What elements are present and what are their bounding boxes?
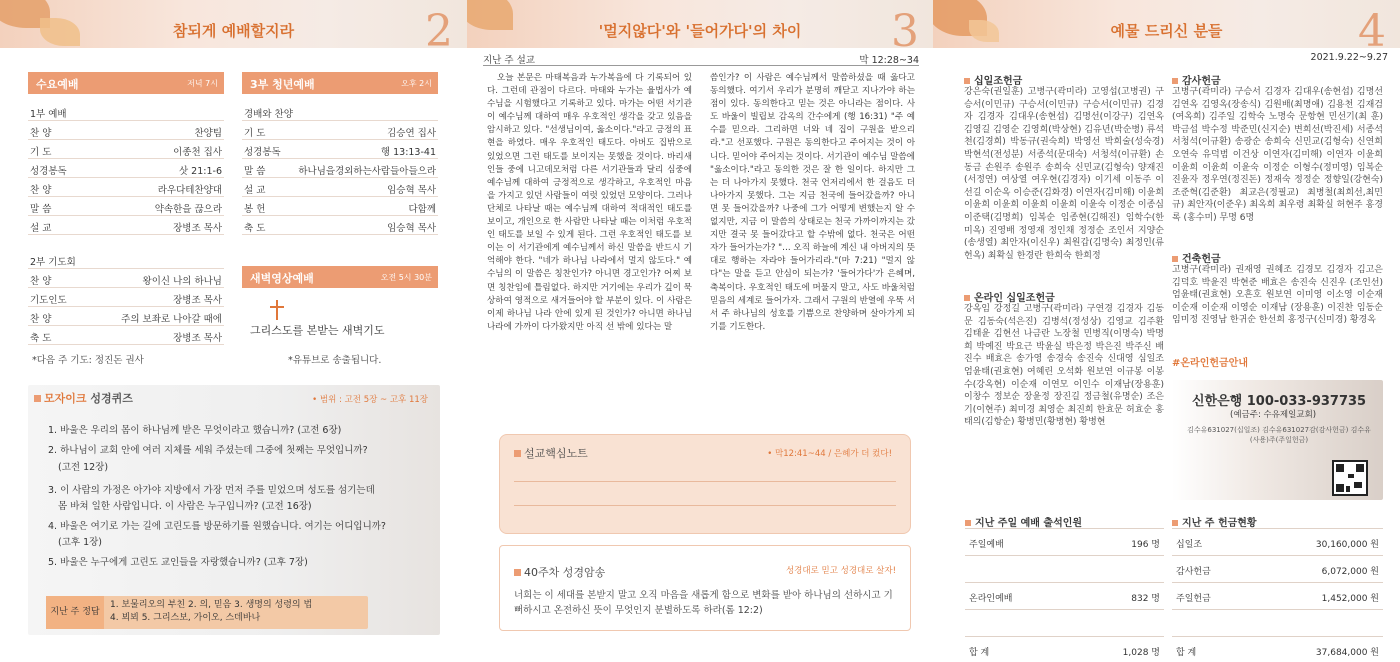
row-value: 1,028 명 (1122, 648, 1160, 658)
row-label: 봉 헌 (244, 204, 266, 215)
answer-line: 1. 보물리오의 부친 2. 의, 믿음 3. 생명의 성령의 법 (110, 600, 313, 610)
row-label: 찬 양 (30, 276, 52, 287)
attendance-title: 지난 주일 예배 출석인원 (975, 518, 1083, 529)
table-row (28, 216, 224, 235)
bank-info-box (1172, 380, 1383, 500)
quiz-line: 3. 이 사람의 가정은 아가야 지방에서 가장 먼저 주를 믿었으며 성도를 섬기는데 (48, 485, 375, 496)
bank-holder: (예금주: 수유제일교회) (1230, 410, 1317, 420)
bank-notes: 김수유631027(십일조) 김수유631027감(감사헌금) 김수유(사용)주(주일헌금) (1187, 426, 1371, 444)
row-value: 장병조 목사 (173, 295, 222, 306)
table-row (28, 102, 224, 121)
wednesday-part1-table (28, 102, 224, 235)
row-label: 주일헌금 (1176, 594, 1211, 604)
building-title: 건축헌금 (1182, 254, 1221, 265)
square-icon (964, 78, 970, 84)
table-row (28, 307, 224, 326)
table-row (28, 178, 224, 197)
prayer-note: *다음 주 기도: 정진돈 권사 (32, 355, 144, 366)
sermon-label: 지난 주 설교 (483, 55, 535, 66)
notes-title-text: 설교핵심노트 (524, 447, 588, 460)
memory-title-text: 40주차 성경암송 (524, 566, 606, 579)
logo-text: 그리스도를 본받는 새벽기도 (250, 324, 385, 337)
page-3 (467, 0, 933, 662)
bible-quiz-box (28, 385, 440, 635)
row-value: 왕이신 나의 하나님 (142, 276, 222, 287)
bank-account: 신한은행 100-033-937735 (1192, 394, 1367, 409)
square-icon (964, 295, 970, 301)
row-value: 하나님을경외하는사람들아들으라 (298, 166, 436, 177)
row-value: 832 명 (1131, 594, 1160, 604)
tithe-names: 강은숙(권일훈) 고병구(곽미라) 고영섭(고병권) 구승서(이민규) 구승서(이민규) 구승서(이민규) 김경자 김경자 김대우(송현섭) 김명선(이강구) 김연옥 김영길 김영순 김영희(박상현) 김유년(박순병) 류석천(김경희) 박동규(권숙희) 박영선 박희술(성숙경) 박현석(전성분) 서종석(문대숙) 서청석(이규환) 손동금 손원주 송원주 송희숙 신민교(김형숙) 양재진(서정연) 여상열 여우현(김경자) 이기세 이동주 이선길 이순옥 이승준(김화경) 이연자(김미해) 이윤희 이윤희 이윤희 이윤희 이윤희 이윤숙 이정순 이종심 이준택(김명희) 임복순 임종현(김해진) 임학수(한미옥) 진영배 정영재 정인채 정정순 조인서 지양순(송생열) 최안자(이신우) 최원갑(김명숙) 최정인(류헌옥) 최확실 한경란 한희숙 한희정 (964, 87, 1164, 261)
quiz-line: 5. 바울은 누구에게 고린도 교인들을 자랑했습니까? (고후 7장) (48, 557, 308, 568)
dawn-service-header (242, 266, 438, 288)
section-time: 오전 5시 30분 (380, 273, 432, 282)
section-title: 새벽영상예배 (250, 272, 314, 285)
note-line (514, 505, 896, 506)
notes-title (514, 445, 588, 461)
row-value: 라우다테찬양대 (157, 185, 222, 196)
page-title: 예물 드리신 분들 (1110, 22, 1223, 40)
page-header (0, 0, 467, 48)
table-row (242, 216, 438, 235)
qr-code-icon (1332, 460, 1368, 496)
online-tithe-names: 강옥임 강정길 고병구(곽미라) 구연경 김경자 김동문 김동숙(석은진) 김병석(정성상) 김영교 김주환 김태윤 김현선 나금란 노장철 민병직(이명숙) 박명희 박예진 박요근 박윤실 박은정 박은진 박주신 배진수 배효은 송가영 송경숙 송진숙 신대영 심일조 엄윤태(권효현) 여혜린 오석화 원보연 이규봉 이봉수(강옥현) 이순재 이연모 이인수 이재남(장용훈) 이창수 정보순 장윤정 장진길 정금철(유명순) 조은기(이현주) 최미경 최영순 최진희 한효문 허효순 홍태의(김항순) 황병민(황병현) 황병현 (964, 304, 1164, 428)
row-value: 김승연 집사 (387, 128, 436, 139)
table-row (1172, 610, 1383, 637)
row-label: 성경봉독 (30, 166, 67, 177)
table-row (242, 178, 438, 197)
square-icon (514, 450, 521, 457)
row-label: 주일예배 (969, 540, 1004, 550)
note-line (514, 481, 896, 482)
row-value: 찬양팀 (194, 128, 222, 139)
quiz-range: • 범위 : 고전 5장 ~ 고후 11장 (312, 395, 428, 405)
table-row (28, 269, 224, 288)
table-row (242, 102, 438, 121)
row-label: 말 씀 (30, 204, 52, 215)
last-week-answer (46, 596, 368, 629)
memory-verse-box (499, 545, 911, 631)
row-label: 온라인예배 (969, 594, 1013, 604)
row-label: 말 씀 (244, 166, 266, 177)
thanks-names: 고병구(곽미라) 구승서 김경자 김대우(송현섭) 김명선 김연옥 김영옥(장송식) 김원배(최명애) 김용천 김재검(여옥희) 김주일 김학숙 노명숙 문항현 민선기(최 훈) 박금섭 박수정 박준민(신지순) 변희선(박진세) 서종석 서청석(이규환) 송광순 송희숙 신민교(김형숙) 신연희 오연숙 유덕범 이건상 이연자(김미해) 이연자 이윤희 이윤희 이윤희 이윤숙 이정순 이형수(정미영) 임복순 진윤자 정우연(정진돈) 정재숙 정정순 정향일(강현숙) 조준혁(김준환) 최교은(정필교) 최병철(최희선,최민규) 최안자(이준우) 최옥희 최우령 최확실 허현주 홍경록 (홍수미) 무명 6명 (1172, 87, 1383, 223)
row-value: 196 명 (1131, 540, 1160, 550)
offering-table (1172, 528, 1383, 662)
offering-title: 지난 주 헌금현황 (1182, 518, 1257, 529)
row-label: 합 계 (1176, 648, 1197, 658)
row-value: 이종천 집사 (173, 147, 222, 158)
section-title: 수요예배 (36, 78, 79, 91)
table-row (242, 197, 438, 216)
row-value: 37,684,000 원 (1315, 648, 1379, 658)
row-label: 기도인도 (30, 295, 67, 306)
quiz-title-prefix: 모자이크 (44, 392, 87, 405)
row-label: 기 도 (30, 147, 52, 158)
table-row (242, 140, 438, 159)
row-label: 찬 양 (30, 314, 52, 325)
row-value: 임승혁 목사 (387, 185, 436, 196)
row-label: 경배와 찬양 (244, 109, 293, 120)
table-row (1172, 637, 1383, 662)
table-row (28, 326, 224, 345)
offering-heading (1172, 514, 1257, 529)
row-label: 설 교 (30, 223, 52, 234)
quiz-line: (고후 1장) (58, 537, 103, 548)
wednesday-part2-table (28, 250, 224, 345)
youtube-note: *유튜브로 송출됩니다. (288, 355, 382, 366)
table-row (965, 556, 1164, 583)
section-time: 오후 2시 (401, 79, 432, 88)
dawn-logo (250, 300, 440, 340)
page-4 (933, 0, 1400, 662)
part-title: 2부 기도회 (30, 257, 76, 268)
square-icon (1172, 520, 1178, 526)
row-value: 장병조 목사 (173, 223, 222, 234)
table-row (28, 288, 224, 307)
section-title: 3부 청년예배 (250, 78, 315, 91)
quiz-title (34, 390, 133, 406)
memory-verse-text: 너희는 이 세대를 본받지 말고 오직 마음을 새롭게 함으로 변화를 받아 하나님의 선하시고 기뻐하시고 온전하신 뜻이 무엇인지 분별하도록 하라(롬 12:2) (514, 590, 893, 616)
youth-service-table (242, 102, 438, 235)
square-icon (1172, 78, 1178, 84)
online-offering-guide: #온라인헌금안내 (1172, 358, 1248, 369)
sermon-reference: 막 12:28~34 (859, 55, 919, 66)
row-label: 축 도 (30, 333, 52, 344)
memory-title (514, 564, 605, 580)
quiz-line: 1. 바울은 우리의 몸이 하나님께 받은 무엇이라고 했습니까? (고전 6장) (48, 425, 342, 436)
date-range: 2021.9.22~9.27 (1310, 52, 1388, 63)
tithe-heading (964, 72, 1022, 87)
page-header (467, 0, 933, 48)
memory-tagline: 성경대로 믿고 성경대로 살자! (785, 566, 896, 576)
sermon-header (483, 52, 919, 66)
table-row (28, 121, 224, 140)
row-label: 감사헌금 (1176, 567, 1211, 577)
row-label: 찬 양 (30, 185, 52, 196)
part-title: 1부 예배 (30, 109, 67, 120)
table-row (1172, 556, 1383, 583)
row-value: 삿 21:1-6 (178, 166, 222, 177)
table-row (965, 583, 1164, 610)
square-icon (34, 395, 41, 402)
quiz-line: 2. 하나님이 교회 안에 여러 지체를 세워 주셨는데 그중에 첫째는 무엇입니까? (48, 445, 368, 456)
notes-range: • 막12:41~44 / 은혜가 더 컸다! (767, 449, 892, 459)
table-row (28, 250, 224, 269)
sermon-notes-box (499, 434, 911, 534)
table-row (28, 197, 224, 216)
youth-service-header (242, 72, 438, 94)
row-value: 약속한을 끊으라 (154, 204, 222, 215)
row-label: 찬 양 (30, 128, 52, 139)
table-row (1172, 583, 1383, 610)
section-time: 저녁 7시 (187, 79, 218, 88)
online-tithe-heading (964, 289, 1055, 304)
row-label: 설 교 (244, 185, 266, 196)
wednesday-service-header (28, 72, 224, 94)
page-number: 3 (891, 6, 919, 48)
page-title: '멀지않다'와 '들어가다'의 차이 (598, 22, 802, 40)
quiz-line: 4. 바울은 여기로 가는 길에 고린도를 방문하기를 원했습니다. 여기는 어디입니까? (48, 521, 386, 532)
thanks-title: 감사헌금 (1182, 76, 1221, 87)
answer-text (110, 599, 312, 625)
row-value: 1,452,000 원 (1321, 594, 1379, 604)
row-value: 다함께 (408, 204, 436, 215)
quiz-line: 몸 바쳐 일한 사람입니다. 이 사람은 누구입니까? (고전 16장) (58, 501, 312, 512)
cross-icon (270, 306, 284, 308)
thanks-heading (1172, 72, 1221, 87)
row-label: 성경봉독 (244, 147, 281, 158)
quiz-title-suffix: 성경퀴즈 (90, 392, 133, 405)
square-icon (1172, 256, 1178, 262)
square-icon (514, 569, 521, 576)
row-label: 합 계 (969, 648, 990, 658)
table-row (1172, 529, 1383, 556)
online-tithe-title: 온라인 십일조헌금 (974, 293, 1055, 304)
row-label: 축 도 (244, 223, 266, 234)
row-value: 장병조 목사 (173, 333, 222, 344)
sermon-column-2: 씀인가? 이 사람은 예수님께서 말씀하셨을 때 옳다고 동의했다. 여기서 우리가 분명히 깨닫고 지나가야 하는 점이 있다. 동의한다고 믿는 것은 아니라는 점이다. 사도 바울이 빌립보 감옥의 간수에게 (행 16:31) "주 예수를 믿으라. 그리하면 너와 네 집이 구원을 받으리라."고 선포했다. 구원은 동의한다고 주어지는 것이 아니다. 믿어야 주어지는 것이다. 서기관이 예수님 말씀에 "옳소이다."라고 동의한 것은 잘 한 일이다. 하지만 그는 더 나아가지 못했다. 천국 언저리에서 한 걸음도 더 나아가지 못했다. 그는 지금 천국에 들어갔을까? 아니면 못 들어갔을까? 나중에 그가 어떻게 변했는지 알 수 없지만, 지금 이 말씀의 상태로는 천국 가까이까지는 갔지만 결국 못 들어갔다고 할 수밖에 없다. 천국은 어떤 자가 들어가는가? "… 오직 하늘에 계신 내 아버지의 뜻대로 행하는 자라야 들어가리라."(마 7:21) "멀지 않다"는 말을 듣고 안심이 되는가? '들어가다'가 은혜며, 축복이다. 우호적인 태도에 머물지 말고, 사도 바울처럼 믿음의 세계로 들어가자. 그래서 구원의 반열에 우뚝 서서 주 하나님의 성호를 기쁨으로 찬양하며 살아가게 되기를 기도한다. (710, 73, 915, 332)
row-label: 기 도 (244, 128, 266, 139)
page-number: 4 (1358, 6, 1386, 48)
row-value: 6,072,000 원 (1321, 567, 1379, 577)
table-row (965, 610, 1164, 637)
row-value: 주의 보좌로 나아갈 때에 (121, 314, 222, 325)
table-row (965, 637, 1164, 662)
table-row (28, 159, 224, 178)
table-row (242, 159, 438, 178)
row-value: 행 13:13-41 (380, 147, 436, 158)
row-value: 30,160,000 원 (1315, 540, 1379, 550)
building-names: 고병구(곽미라) 권재영 권혜조 김경모 김경자 김고은 김덕호 박윤진 박현준 배효은 송진숙 신진우 (조인선) 엄윤태(권효현) 오흔호 원보연 이미영 이소영 이순재 이순재 이순재 이영순 이재남 (장용훈) 이진찬 임동순 임미정 진영남 한귀순 한선희 홍정구(신미경) 황경옥 (1172, 265, 1383, 326)
sermon-column-1: 오늘 본문은 마태복음과 누가복음에 다 기록되어 있다. 그런데 관점이 다르다. 마태와 누가는 율법사가 예수님을 시험했다고 기록하고 있다. 마가는 어떤 서기관이 예수님께 대하여 매우 우호적인 생각을 갖고 있음을 암시하고 있다. "선생님이여, 옳소이다."라고 긍정의 표현을 하였다. 매우 우호적인 태도다. 아버도 집밖으로 있었으면 그런 태도를 보이지는 못했을 것이다. 바리새인들 중에 니고데모처럼 다른 서기관들과 달리 심중에 예수님께 대하여 긍정적으로 생각하고, 우호적인 마음을 가지고 있던 사람들이 여럿 있었던 모양이다. 그러나 단체로 나타날 때는 예수님께 대하여 적대적인 태도를 보이고, 개인으로 한 사람만 나타날 때는 이처럼 우호적인 태도를 보일 수 있게 된다. 그런 우호적인 태도를 보이는 이 서기관에게 예수님께서 하신 말씀을 반드시 기억해야 한다. "네가 하나님 나라에서 멀지 않도다." 예수님의 이 말씀은 칭찬인가? 아니면 경고인가? 어찌 보면 칭찬임에 틀림없다. 하지만 거기에는 우리가 깊이 묵상하여 영적으로 새겨들어야 할 부분이 있다. 이 사람은 이제 하나님 나라 안에 있게 된 것인가? 아니면 하나님 나라에 가까이 다가왔지만 아직 선 밖에 있다는 말 (487, 73, 692, 332)
table-row (965, 529, 1164, 556)
page-2 (0, 0, 467, 662)
page-number: 2 (425, 6, 453, 48)
tithe-title: 십일조헌금 (974, 76, 1023, 87)
table-row (28, 140, 224, 159)
building-heading (1172, 250, 1221, 265)
row-label: 십일조 (1176, 540, 1203, 550)
row-value: 임승혁 목사 (387, 223, 436, 234)
table-row (242, 121, 438, 140)
attendance-heading (965, 514, 1082, 529)
answer-label: 지난 주 정답 (46, 596, 104, 629)
attendance-table (965, 528, 1164, 662)
square-icon (965, 520, 971, 526)
page-header (933, 0, 1400, 48)
cross-icon (276, 300, 278, 320)
quiz-line: (고전 12장) (58, 462, 109, 473)
page-title: 참되게 예배할지라 (172, 22, 295, 40)
answer-line: 4. 뵈뵈 5. 그리스보, 가이오, 스데바나 (110, 613, 261, 623)
